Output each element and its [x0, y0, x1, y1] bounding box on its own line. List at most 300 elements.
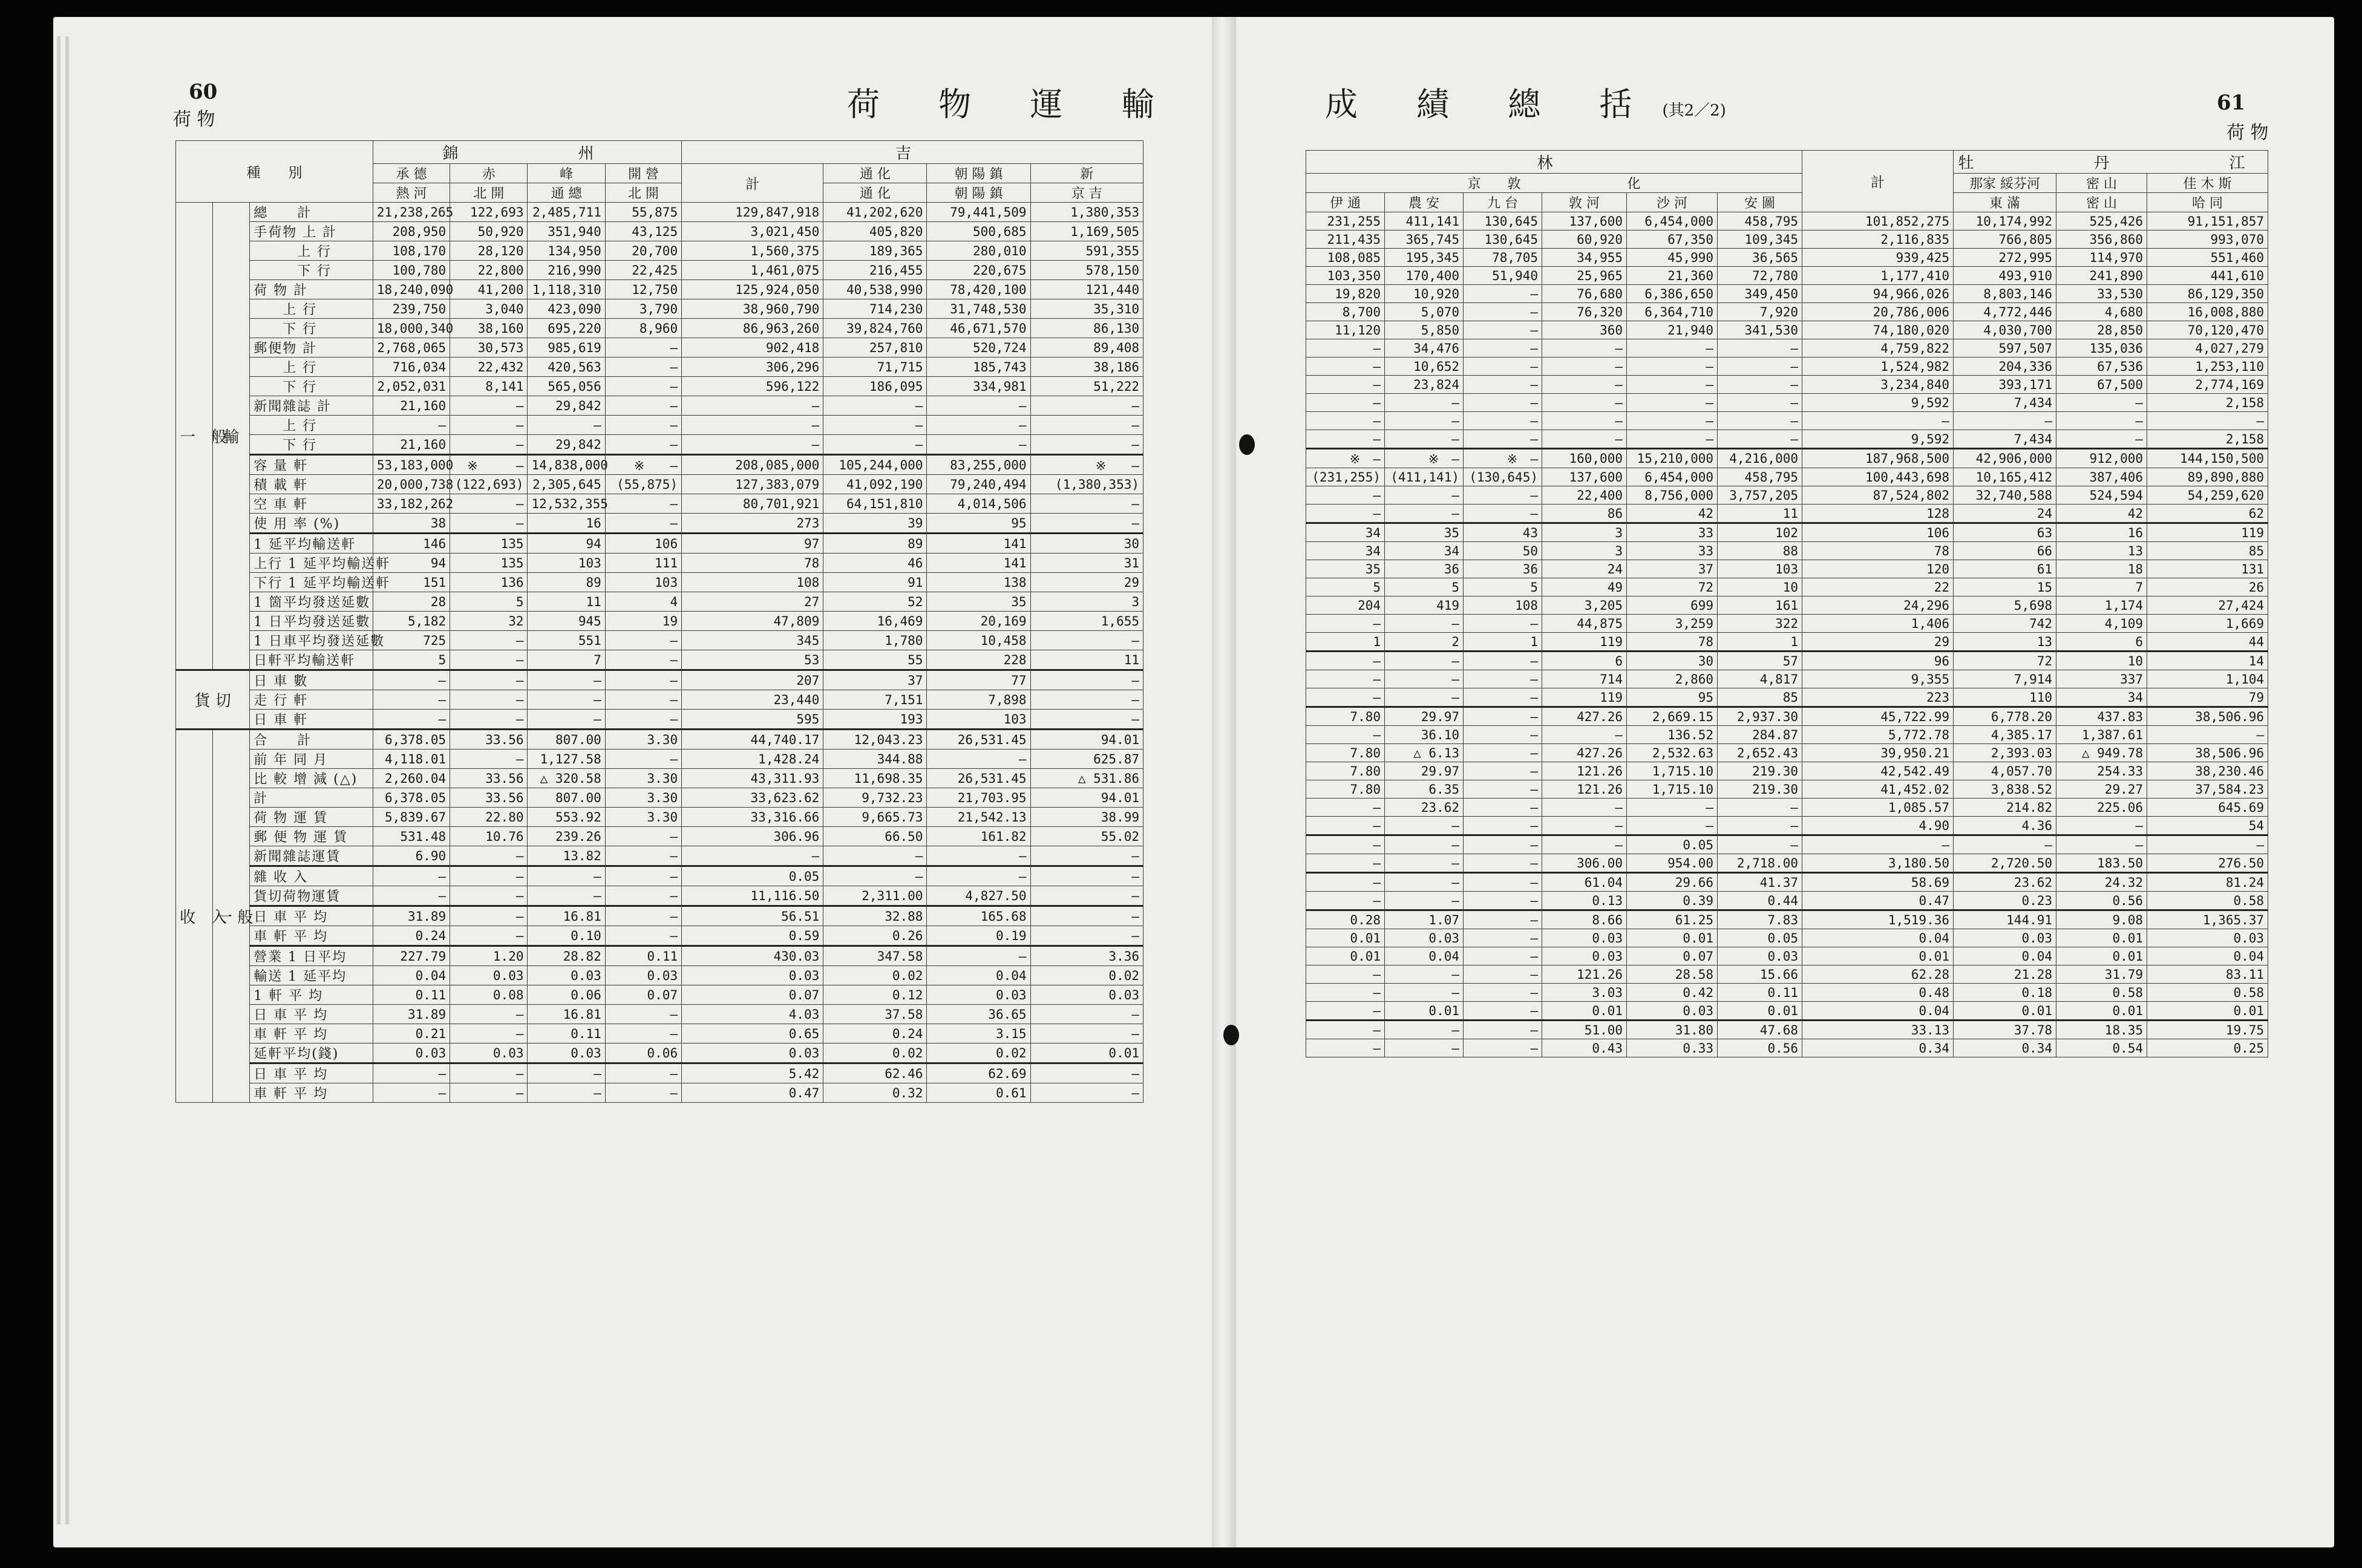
table-row	[1306, 615, 2268, 633]
row-label: 1 軒 平 均	[250, 985, 373, 1005]
table-cell: 125,924,050	[682, 280, 823, 299]
table-cell: 0.13	[1542, 892, 1627, 910]
table-row	[1306, 873, 2268, 892]
table-cell: 3,180.50	[1802, 854, 1954, 873]
table-row	[176, 730, 1143, 750]
table-cell: 5.42	[682, 1063, 823, 1083]
table-row	[176, 827, 1143, 846]
table-cell: 21,703.95	[927, 788, 1030, 808]
table-cell: —	[605, 750, 681, 769]
table-cell: 34	[1306, 542, 1385, 560]
table-cell: 423,090	[528, 299, 605, 319]
table-cell: 985,619	[528, 338, 605, 358]
table-cell: 591,355	[1030, 241, 1143, 261]
table-cell: 0.24	[373, 926, 450, 946]
table-cell: —	[1030, 846, 1143, 866]
book-gutter	[1212, 17, 1236, 1547]
row-label: 下 行	[250, 377, 373, 396]
table-cell: 83.11	[2147, 965, 2268, 984]
table-cell: 43,311.93	[682, 769, 823, 788]
table-cell: 18,000,340	[373, 319, 450, 338]
table-cell: 34	[2056, 688, 2147, 707]
row-label: 車 軒 平 均	[250, 1083, 373, 1103]
table-cell: 161	[1718, 596, 1802, 615]
table-cell: 10,165,412	[1954, 468, 2056, 486]
table-cell: 427.26	[1542, 707, 1627, 726]
table-cell: 0.12	[823, 985, 927, 1005]
table-cell: 807.00	[528, 788, 605, 808]
table-cell: 0.10	[528, 926, 605, 946]
table-cell: 0.01	[1030, 1044, 1143, 1063]
table-cell: (411,141)	[1385, 468, 1464, 486]
table-cell: 3,021,450	[682, 222, 823, 241]
table-cell: 0.21	[373, 1024, 450, 1044]
table-cell: —	[1627, 358, 1718, 376]
table-cell: 2,860	[1627, 670, 1718, 688]
subgroup-label: 一 般	[213, 730, 250, 1103]
table-cell: 207	[682, 670, 823, 690]
table-cell: 86	[1542, 505, 1627, 523]
table-cell: 725	[373, 631, 450, 650]
table-cell: 0.65	[682, 1024, 823, 1044]
table-row	[176, 396, 1143, 416]
table-cell: 2,720.50	[1954, 854, 2056, 873]
table-cell: 2,158	[2147, 394, 2268, 412]
table-cell: 23,824	[1385, 376, 1464, 394]
table-cell: —	[450, 416, 528, 435]
table-cell: 72,780	[1718, 267, 1802, 285]
table-cell: 241,890	[2056, 267, 2147, 285]
table-cell: 30	[1030, 534, 1143, 554]
table-cell: ※ —	[1464, 449, 1542, 468]
column-header-bottom: 農 安	[1385, 193, 1464, 212]
table-cell: 7,914	[1954, 670, 2056, 688]
table-cell: 20,786,006	[1802, 303, 1954, 321]
table-cell: 272,995	[1954, 249, 2056, 267]
table-cell: 33.56	[450, 730, 528, 750]
table-cell: —	[1718, 339, 1802, 358]
row-label: 1 日車平均發送延數	[250, 631, 373, 650]
table-cell: —	[450, 750, 528, 769]
table-cell: 4.36	[1954, 817, 2056, 835]
table-cell: 766,805	[1954, 230, 2056, 249]
table-cell: 64,151,810	[823, 494, 927, 514]
table-cell: 2,774,169	[2147, 376, 2268, 394]
table-cell: 55,875	[605, 203, 681, 222]
table-row	[1306, 212, 2268, 230]
table-cell: 0.59	[682, 926, 823, 946]
table-cell: 18,240,090	[373, 280, 450, 299]
table-cell: 0.11	[528, 1024, 605, 1044]
table-cell: 20,000,738	[373, 475, 450, 494]
table-cell: 2,393.03	[1954, 744, 2056, 762]
table-cell: 1	[1464, 633, 1542, 652]
table-cell: 0.33	[1627, 1039, 1718, 1057]
table-cell: 280,010	[927, 241, 1030, 261]
table-row	[176, 241, 1143, 261]
table-cell: —	[450, 631, 528, 650]
table-cell: 211,435	[1306, 230, 1385, 249]
table-cell: 33.56	[450, 788, 528, 808]
table-cell: 0.01	[1306, 947, 1385, 965]
table-cell: 0.02	[823, 1044, 927, 1063]
table-cell: 356,860	[2056, 230, 2147, 249]
table-cell: ※ —	[1306, 449, 1385, 468]
table-cell: 524,594	[2056, 486, 2147, 505]
row-label: 日軒平均輸送軒	[250, 650, 373, 670]
table-cell: 41.37	[1718, 873, 1802, 892]
table-cell: 347.58	[823, 946, 927, 966]
row-label: 日 車 軒	[250, 710, 373, 730]
table-cell: 3	[1542, 523, 1627, 542]
table-cell: 29.27	[2056, 780, 2147, 799]
row-label: 上行 1 延平均輸送軒	[250, 554, 373, 573]
table-cell: 10,174,992	[1954, 212, 2056, 230]
table-cell: 72	[1954, 652, 2056, 670]
table-cell: 34,955	[1542, 249, 1627, 267]
table-cell: 0.04	[1954, 947, 2056, 965]
table-cell: 11,120	[1306, 321, 1385, 339]
table-row	[176, 1005, 1143, 1024]
table-cell: —	[605, 866, 681, 886]
table-cell: —	[682, 846, 823, 866]
table-cell: —	[605, 1024, 681, 1044]
table-cell: —	[1030, 710, 1143, 730]
table-cell: 41,202,620	[823, 203, 927, 222]
table-cell: 0.54	[2056, 1039, 2147, 1057]
table-row	[176, 203, 1143, 222]
table-cell: —	[450, 494, 528, 514]
table-cell: 51.00	[1542, 1021, 1627, 1039]
table-cell: —	[1306, 430, 1385, 449]
table-cell: 6.90	[373, 846, 450, 866]
table-cell: —	[927, 416, 1030, 435]
left-title: 荷 物 運 輸	[847, 85, 1179, 123]
table-cell: 121.26	[1542, 965, 1627, 984]
table-cell: (122,693)	[450, 475, 528, 494]
table-cell: 54,259,620	[2147, 486, 2268, 505]
line-header-jingtu: 京 敦 化	[1306, 174, 1802, 193]
table-cell: 337	[2056, 670, 2147, 688]
table-cell: 419	[1385, 596, 1464, 615]
table-cell: 227.79	[373, 946, 450, 966]
table-cell: —	[1030, 494, 1143, 514]
table-cell: 30,573	[450, 338, 528, 358]
table-row	[176, 455, 1143, 475]
table-cell: —	[1542, 412, 1627, 430]
table-cell: 36.65	[927, 1005, 1030, 1024]
table-cell: 4,680	[2056, 303, 2147, 321]
table-cell: 0.04	[1802, 1002, 1954, 1021]
table-cell: 5,850	[1385, 321, 1464, 339]
table-cell: 81.24	[2147, 873, 2268, 892]
row-label: 容 量 軒	[250, 455, 373, 475]
table-cell: 32,740,588	[1954, 486, 2056, 505]
table-cell: 95	[1627, 688, 1718, 707]
table-cell: —	[605, 494, 681, 514]
table-cell: 6,364,710	[1627, 303, 1718, 321]
table-cell: 0.07	[682, 985, 823, 1005]
column-header-bottom: 通 總	[528, 183, 605, 203]
table-cell: 3,040	[450, 299, 528, 319]
table-cell: —	[528, 670, 605, 690]
table-row	[1306, 1039, 2268, 1057]
table-cell: 0.23	[1954, 892, 2056, 910]
column-header-top: 佳 木 斯	[2147, 174, 2268, 193]
table-cell: —	[528, 866, 605, 886]
table-cell: —	[373, 416, 450, 435]
table-cell: 22,400	[1542, 486, 1627, 505]
table-row	[176, 1083, 1143, 1103]
column-header-top: 通 化	[823, 164, 927, 183]
table-cell: —	[1802, 412, 1954, 430]
table-cell: —	[605, 1005, 681, 1024]
table-cell: —	[528, 886, 605, 906]
table-cell: 0.04	[373, 966, 450, 985]
column-header-bottom: 東 滿	[1954, 193, 2056, 212]
table-cell: 22,432	[450, 358, 528, 377]
table-row	[176, 358, 1143, 377]
table-cell: 0.11	[373, 985, 450, 1005]
table-cell: —	[605, 631, 681, 650]
table-cell: 161.82	[927, 827, 1030, 846]
table-cell: 458,795	[1718, 468, 1802, 486]
table-cell: 273	[682, 514, 823, 534]
table-cell: 36.10	[1385, 726, 1464, 744]
table-cell: —	[605, 906, 681, 926]
table-cell: 51,940	[1464, 267, 1542, 285]
table-cell: 4,030,700	[1954, 321, 2056, 339]
table-cell: 341,530	[1718, 321, 1802, 339]
table-cell: 0.58	[2147, 984, 2268, 1002]
table-cell: 38,160	[450, 319, 528, 338]
column-header-top: 朝 陽 鎮	[927, 164, 1030, 183]
table-cell: 79,240,494	[927, 475, 1030, 494]
table-cell: 29,842	[528, 435, 605, 455]
table-cell: —	[1030, 906, 1143, 926]
table-cell: 0.03	[450, 966, 528, 985]
table-cell: 61.04	[1542, 873, 1627, 892]
table-cell: —	[1306, 688, 1385, 707]
table-cell: —	[1542, 726, 1627, 744]
table-row	[1306, 339, 2268, 358]
table-cell: 16,008,880	[2147, 303, 2268, 321]
table-cell: —	[373, 710, 450, 730]
table-cell: —	[1306, 505, 1385, 523]
table-cell: —	[1718, 394, 1802, 412]
table-cell: △ 6.13	[1385, 744, 1464, 762]
table-cell: 0.04	[927, 966, 1030, 985]
table-cell: 42	[1627, 505, 1718, 523]
table-cell: 25,965	[1542, 267, 1627, 285]
table-row	[176, 222, 1143, 241]
table-cell: 11	[528, 592, 605, 612]
table-row	[1306, 762, 2268, 780]
table-cell: 1	[1306, 633, 1385, 652]
row-label: 上 行	[250, 358, 373, 377]
table-cell: —	[373, 670, 450, 690]
table-cell: —	[682, 435, 823, 455]
table-cell: 15.66	[1718, 965, 1802, 984]
table-cell: 1,118,310	[528, 280, 605, 299]
group-label-revenue: 收 入	[176, 730, 213, 1103]
column-header-bottom: 熱 河	[373, 183, 450, 203]
column-header-bottom: 安 圖	[1718, 193, 1802, 212]
table-cell: 128	[1802, 505, 1954, 523]
table-cell: —	[1464, 321, 1542, 339]
table-cell: —	[1030, 670, 1143, 690]
table-cell: 89	[823, 534, 927, 554]
table-cell: 7	[2056, 578, 2147, 596]
table-cell: 0.03	[528, 966, 605, 985]
table-cell: 31.79	[2056, 965, 2147, 984]
table-cell: —	[1464, 947, 1542, 965]
table-row	[176, 710, 1143, 730]
table-cell: 89	[528, 573, 605, 592]
table-cell: —	[2056, 835, 2147, 854]
table-cell: 10,652	[1385, 358, 1464, 376]
table-cell: 12,750	[605, 280, 681, 299]
table-cell: —	[450, 396, 528, 416]
table-cell: 137,600	[1542, 468, 1627, 486]
table-row	[176, 435, 1143, 455]
table-cell: 13	[1954, 633, 2056, 652]
table-cell: 2,052,031	[373, 377, 450, 396]
table-cell: 185,743	[927, 358, 1030, 377]
table-cell: 7	[528, 650, 605, 670]
table-cell: 11	[1718, 505, 1802, 523]
row-label: 下行 1 延平均輸送軒	[250, 573, 373, 592]
table-cell: 565,056	[528, 377, 605, 396]
table-cell: —	[1385, 688, 1464, 707]
table-row	[1306, 929, 2268, 947]
table-row	[176, 926, 1143, 946]
table-cell: 0.01	[1954, 1002, 2056, 1021]
table-cell: —	[1385, 394, 1464, 412]
table-cell: 3,757,205	[1718, 486, 1802, 505]
table-row	[176, 592, 1143, 612]
table-cell: 1,177,410	[1802, 267, 1954, 285]
table-cell: 945	[528, 612, 605, 631]
table-cell: 6,378.05	[373, 788, 450, 808]
table-cell: —	[1464, 1021, 1542, 1039]
table-cell: 62.28	[1802, 965, 1954, 984]
table-cell: —	[1306, 486, 1385, 505]
table-cell: 35	[927, 592, 1030, 612]
table-cell: —	[450, 1083, 528, 1103]
table-cell: 38,506.96	[2147, 744, 2268, 762]
table-cell: 349,450	[1718, 285, 1802, 303]
table-cell: 4.03	[682, 1005, 823, 1024]
table-cell: —	[1542, 394, 1627, 412]
table-cell: —	[450, 690, 528, 710]
table-cell: 9,592	[1802, 430, 1954, 449]
table-row	[1306, 670, 2268, 688]
table-cell: 35,310	[1030, 299, 1143, 319]
table-cell: 0.47	[1802, 892, 1954, 910]
table-cell: 3.36	[1030, 946, 1143, 966]
table-cell: 216,990	[528, 261, 605, 280]
table-cell: —	[1030, 866, 1143, 886]
table-cell: 22	[1802, 578, 1954, 596]
table-row	[1306, 984, 2268, 1002]
table-cell: (231,255)	[1306, 468, 1385, 486]
table-cell: 427.26	[1542, 744, 1627, 762]
table-cell: 6,454,000	[1627, 212, 1718, 230]
table-cell: —	[2147, 412, 2268, 430]
table-cell: 28,120	[450, 241, 528, 261]
table-cell: —	[1464, 394, 1542, 412]
table-cell: 103	[1718, 560, 1802, 578]
table-cell: 11,116.50	[682, 886, 823, 906]
table-cell: 51,222	[1030, 377, 1143, 396]
row-label: 新聞雜誌運賃	[250, 846, 373, 866]
table-cell: 52	[823, 592, 927, 612]
table-row	[1306, 892, 2268, 910]
table-cell: 14,838,000	[528, 455, 605, 475]
table-cell: —	[1627, 430, 1718, 449]
table-cell: 47.68	[1718, 1021, 1802, 1039]
table-cell: 5	[1306, 578, 1385, 596]
table-cell: 39,824,760	[823, 319, 927, 338]
table-cell: 27	[682, 592, 823, 612]
table-cell: 21,160	[373, 435, 450, 455]
table-cell: —	[450, 710, 528, 730]
table-cell: 29,842	[528, 396, 605, 416]
table-cell: —	[528, 1063, 605, 1083]
table-cell: 55	[823, 650, 927, 670]
table-row	[1306, 835, 2268, 854]
table-cell: 21,940	[1627, 321, 1718, 339]
table-cell: 1.20	[450, 946, 528, 966]
table-cell: —	[1718, 376, 1802, 394]
table-cell: 714	[1542, 670, 1627, 688]
table-cell: —	[1306, 873, 1385, 892]
table-cell: 0.34	[1802, 1039, 1954, 1057]
table-cell: 122,693	[450, 203, 528, 222]
table-cell: —	[1306, 652, 1385, 670]
table-cell: 387,406	[2056, 468, 2147, 486]
table-cell: 42	[2056, 505, 2147, 523]
table-cell: 219.30	[1718, 780, 1802, 799]
table-cell: —	[1306, 615, 1385, 633]
table-cell: 105,244,000	[823, 455, 927, 475]
column-header-bottom: 京 吉	[1030, 183, 1143, 203]
table-cell: —	[1030, 690, 1143, 710]
table-cell: 430.03	[682, 946, 823, 966]
row-label: 營業 1 日平均	[250, 946, 373, 966]
table-cell: 33,530	[2056, 285, 2147, 303]
table-cell: 18.35	[2056, 1021, 2147, 1039]
row-label: 新聞雜誌 計	[250, 396, 373, 416]
table-cell: —	[1306, 394, 1385, 412]
table-cell: 3.30	[605, 730, 681, 750]
table-cell: 146	[373, 534, 450, 554]
table-cell: 27,424	[2147, 596, 2268, 615]
table-cell: 108,085	[1306, 249, 1385, 267]
table-cell: —	[605, 690, 681, 710]
table-cell: —	[605, 827, 681, 846]
table-cell: —	[450, 866, 528, 886]
row-label: 日 車 平 均	[250, 906, 373, 926]
table-row	[1306, 468, 2268, 486]
table-cell: 31.89	[373, 906, 450, 926]
table-cell: 38,506.96	[2147, 707, 2268, 726]
table-cell: —	[927, 396, 1030, 416]
table-cell: 28	[373, 592, 450, 612]
table-cell: 0.04	[2147, 947, 2268, 965]
table-cell: 7,434	[1954, 430, 2056, 449]
